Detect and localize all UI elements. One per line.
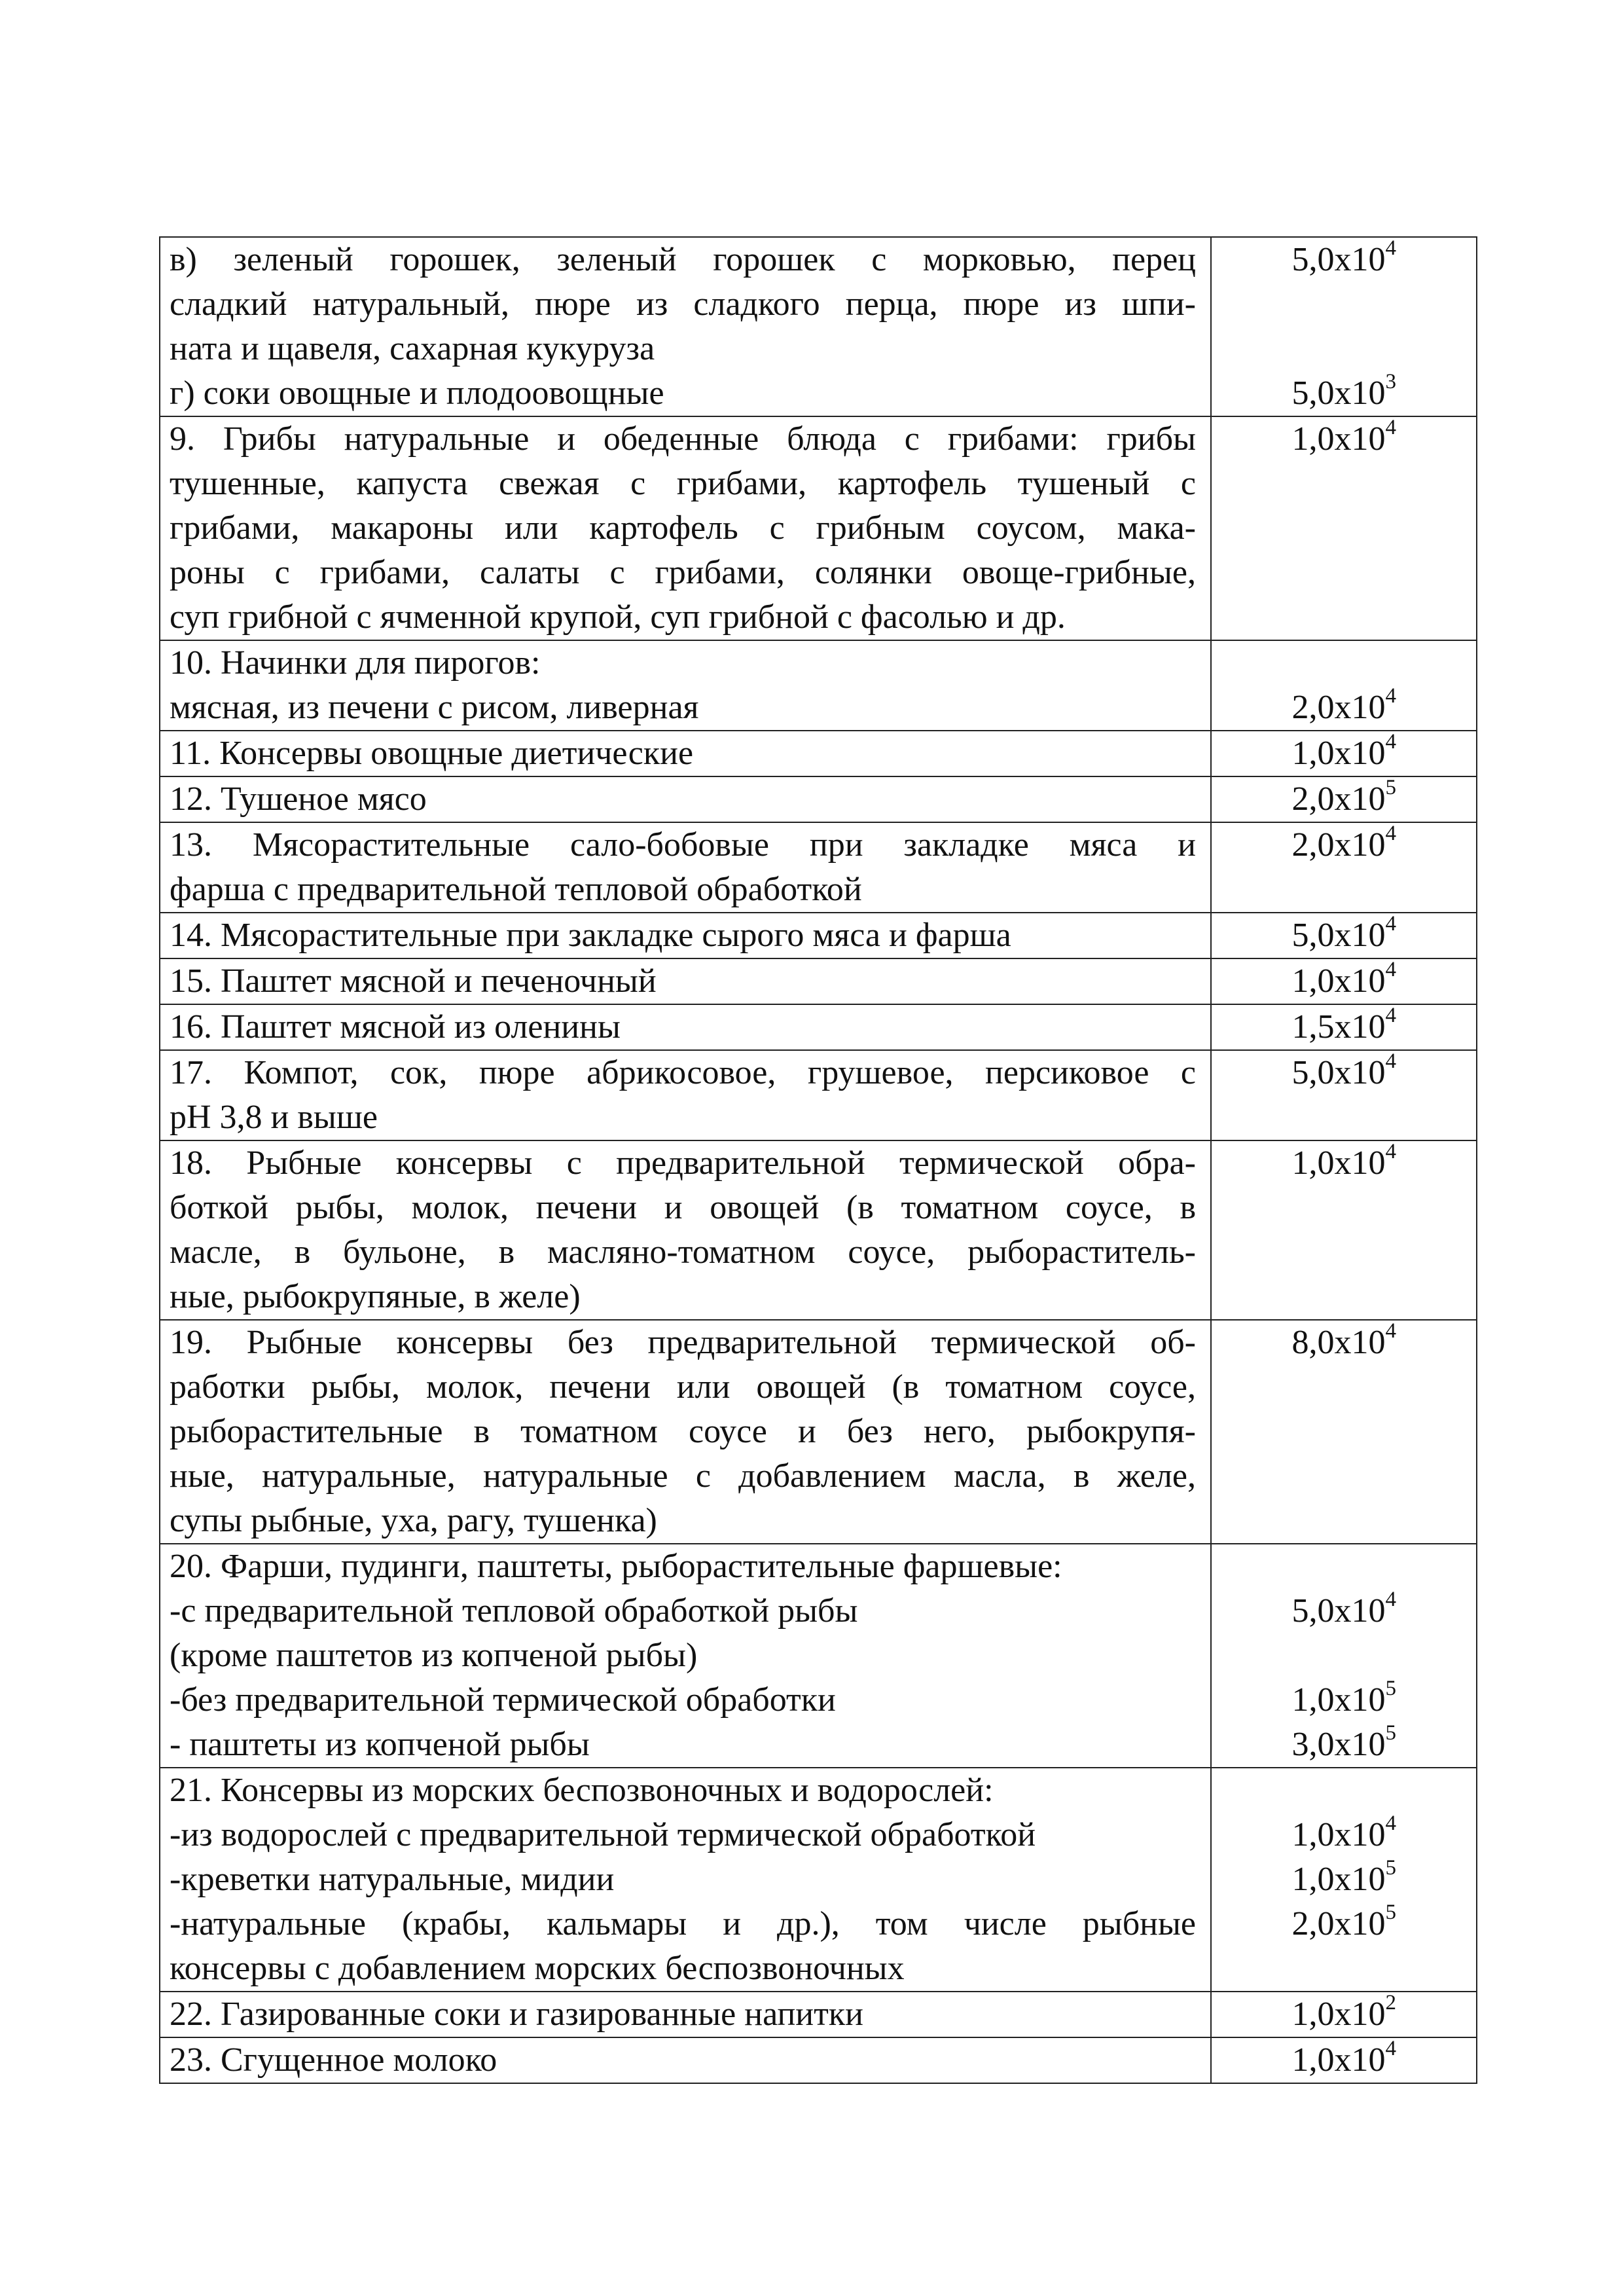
norm-value-mantissa: 5,0x10 — [1291, 917, 1386, 954]
norm-value-exponent: 4 — [1385, 1139, 1396, 1163]
norm-value-line — [1218, 641, 1396, 685]
norm-value-line — [1218, 1992, 1396, 2037]
product-description-cell — [160, 2037, 1211, 2083]
norm-value-line — [1218, 2038, 1396, 2083]
norm-value-line — [1218, 417, 1396, 462]
table-row — [160, 237, 1477, 416]
description-line: 22. Газированные соки и газированные напитки — [170, 1995, 863, 2033]
norm-value-mantissa: 2,0x10 — [1291, 1905, 1386, 1942]
description-line: 21. Консервы из морских беспозвоночных и водорослей: — [170, 1772, 994, 1809]
product-description-cell — [160, 1544, 1211, 1768]
table-body — [160, 237, 1477, 2083]
description-line: ные, рыбокрупяные, в желе) — [170, 1278, 581, 1315]
table-row — [160, 1140, 1477, 1320]
norm-value-line — [1218, 1005, 1396, 1049]
norm-value-exponent: 4 — [1385, 1003, 1396, 1027]
norm-value-mantissa: 1,0x10 — [1291, 1681, 1386, 1719]
norm-value-exponent: 4 — [1385, 821, 1396, 845]
norm-value-exponent: 2 — [1385, 1990, 1396, 2014]
norm-value-exponent: 4 — [1385, 1049, 1396, 1073]
product-description-cell — [160, 640, 1211, 731]
norm-value-cell — [1211, 1004, 1477, 1050]
description-line: - паштеты из копченой рыбы — [170, 1726, 590, 1763]
description-line: (кроме паштетов из копченой рыбы) — [170, 1637, 698, 1674]
description-line: 16. Паштет мясной из оленины — [170, 1008, 621, 1046]
table-row — [160, 1544, 1477, 1768]
norm-value-mantissa: 1,0x10 — [1291, 1861, 1386, 1898]
norm-value-cell — [1211, 1992, 1477, 2037]
product-description-cell — [160, 913, 1211, 958]
description-line: 12. Тушеное мясо — [170, 780, 427, 818]
norm-value-exponent: 5 — [1385, 775, 1396, 799]
norm-value-exponent: 5 — [1385, 1676, 1396, 1700]
norm-value-mantissa: 2,0x10 — [1291, 826, 1386, 864]
product-description-cell — [160, 731, 1211, 776]
description-line: работки рыбы, молок, печени или овощей (в томатном соусе, — [170, 1368, 1196, 1406]
description-line: супы рыбные, уха, рагу, тушенка) — [170, 1502, 657, 1539]
norm-value-line — [1218, 1768, 1396, 1813]
product-description-cell — [160, 1320, 1211, 1544]
table-row — [160, 1768, 1477, 1992]
norm-value-cell — [1211, 776, 1477, 822]
description-line: -с предварительной тепловой обработкой рыбы — [170, 1592, 858, 1630]
norm-value-line — [1218, 1544, 1396, 1589]
description-line: -натуральные (крабы, кальмары и др.), том числе рыбные — [170, 1905, 1196, 1942]
norm-value-line — [1218, 1813, 1396, 1857]
table-row — [160, 2037, 1477, 2083]
norm-value-mantissa: 1,0x10 — [1291, 1144, 1386, 1182]
norm-value-exponent: 5 — [1385, 1855, 1396, 1880]
norm-value-mantissa: 1,0x10 — [1291, 962, 1386, 1000]
norm-value-cell — [1211, 1140, 1477, 1320]
norm-value-cell — [1211, 416, 1477, 640]
norm-value-mantissa: 5,0x10 — [1291, 241, 1386, 278]
norm-value-exponent: 5 — [1385, 1900, 1396, 1924]
description-line: масле, в бульоне, в масляно-томатном соусе, рыбораститель- — [170, 1233, 1196, 1271]
description-line: грибами, макароны или картофель с грибным соусом, мака- — [170, 509, 1196, 547]
table-row — [160, 1320, 1477, 1544]
norm-value-exponent: 4 — [1385, 957, 1396, 981]
norm-value-cell — [1211, 1320, 1477, 1544]
norm-value-exponent: 5 — [1385, 1721, 1396, 1745]
norm-value-line — [1218, 1946, 1396, 1991]
norm-value-cell — [1211, 1544, 1477, 1768]
norm-value-mantissa: 1,5x10 — [1291, 1008, 1386, 1046]
norm-value-mantissa: 1,0x10 — [1291, 735, 1386, 772]
norm-value-line — [1218, 1051, 1396, 1095]
description-line: консервы с добавлением морских беспозвоночных — [170, 1950, 905, 1987]
description-line: 15. Паштет мясной и печеночный — [170, 962, 657, 1000]
norm-value-line — [1218, 913, 1396, 958]
norm-value-exponent: 4 — [1385, 1587, 1396, 1611]
norm-value-line — [1218, 1902, 1396, 1946]
norm-value-exponent: 4 — [1385, 1811, 1396, 1835]
description-line: ные, натуральные, натуральные с добавлением масла, в желе, — [170, 1457, 1196, 1495]
norm-value-line — [1218, 1678, 1396, 1722]
norm-value-mantissa: 1,0x10 — [1291, 1816, 1386, 1853]
norm-value-line — [1218, 1633, 1396, 1678]
norm-value-line — [1218, 1589, 1396, 1633]
norm-value-line — [1218, 282, 1396, 327]
norm-value-line — [1218, 823, 1396, 867]
description-line: ната и щавеля, сахарная кукуруза — [170, 330, 655, 367]
description-line: 18. Рыбные консервы с предварительной термической обра- — [170, 1144, 1196, 1182]
description-line: 17. Компот, сок, пюре абрикосовое, грушевое, персиковое с — [170, 1054, 1196, 1091]
product-description-cell — [160, 822, 1211, 913]
description-line: -без предварительной термической обработки — [170, 1681, 836, 1719]
description-line: в) зеленый горошек, зеленый горошек с морковью, перец — [170, 241, 1196, 278]
description-line: тушенные, капуста свежая с грибами, картофель тушеный с — [170, 465, 1196, 502]
norm-value-line — [1218, 959, 1396, 1004]
norm-value-line — [1218, 1857, 1396, 1902]
norm-value-line — [1218, 371, 1396, 416]
table-row — [160, 1050, 1477, 1140]
norm-value-line — [1218, 777, 1396, 822]
norm-value-mantissa: 8,0x10 — [1291, 1324, 1386, 1361]
norm-value-mantissa: 1,0x10 — [1291, 1995, 1386, 2033]
norm-value-line — [1218, 731, 1396, 776]
description-line: 14. Мясорастительные при закладке сырого мяса и фарша — [170, 917, 1011, 954]
norm-value-exponent: 3 — [1385, 369, 1396, 393]
description-line: роны с грибами, салаты с грибами, солянки овоще-грибные, — [170, 554, 1196, 591]
description-line: боткой рыбы, молок, печени и овощей (в томатном соусе, в — [170, 1189, 1196, 1226]
description-line: -из водорослей с предварительной термической обработкой — [170, 1816, 1036, 1853]
norm-value-exponent: 4 — [1385, 729, 1396, 754]
norm-value-exponent: 4 — [1385, 236, 1396, 260]
description-line: 19. Рыбные консервы без предварительной термической об- — [170, 1324, 1196, 1361]
norm-value-exponent: 4 — [1385, 1319, 1396, 1343]
product-description-cell — [160, 958, 1211, 1004]
norm-value-cell — [1211, 237, 1477, 416]
product-description-cell — [160, 1004, 1211, 1050]
norm-value-line — [1218, 238, 1396, 282]
norm-value-mantissa: 1,0x10 — [1291, 420, 1386, 458]
norm-value-mantissa: 5,0x10 — [1291, 1054, 1386, 1091]
product-description-cell — [160, 1140, 1211, 1320]
description-line: сладкий натуральный, пюре из сладкого перца, пюре из шпи- — [170, 285, 1196, 323]
description-line: -креветки натуральные, мидии — [170, 1861, 615, 1898]
norm-value-cell — [1211, 958, 1477, 1004]
norm-value-line — [1218, 1321, 1396, 1365]
norm-value-exponent: 4 — [1385, 911, 1396, 936]
norm-value-cell — [1211, 822, 1477, 913]
product-description-cell — [160, 1050, 1211, 1140]
norm-value-mantissa: 1,0x10 — [1291, 2041, 1386, 2079]
norm-value-line — [1218, 1141, 1396, 1186]
description-line: 9. Грибы натуральные и обеденные блюда с грибами: грибы — [170, 420, 1196, 458]
norm-value-line — [1218, 327, 1396, 371]
description-line: 23. Сгущенное молоко — [170, 2041, 497, 2079]
table-row — [160, 822, 1477, 913]
description-line: 11. Консервы овощные диетические — [170, 735, 694, 772]
description-line: pH 3,8 и выше — [170, 1099, 378, 1136]
norm-value-exponent: 4 — [1385, 2036, 1396, 2060]
table-row — [160, 1992, 1477, 2037]
description-line: 10. Начинки для пирогов: — [170, 644, 541, 682]
table-row — [160, 731, 1477, 776]
norm-value-cell — [1211, 1050, 1477, 1140]
product-description-cell — [160, 237, 1211, 416]
table-row — [160, 913, 1477, 958]
product-description-cell — [160, 1992, 1211, 2037]
norm-value-mantissa: 2,0x10 — [1291, 780, 1386, 818]
norm-value-exponent: 4 — [1385, 415, 1396, 439]
table-row — [160, 1004, 1477, 1050]
norm-value-mantissa: 3,0x10 — [1291, 1726, 1386, 1763]
product-description-cell — [160, 416, 1211, 640]
norm-value-cell — [1211, 731, 1477, 776]
description-line: мясная, из печени с рисом, ливерная — [170, 689, 699, 726]
description-line: 13. Мясорастительные сало-бобовые при закладке мяса и — [170, 826, 1196, 864]
table-row — [160, 776, 1477, 822]
description-line: рыборастительные в томатном соусе и без него, рыбокрупя- — [170, 1413, 1196, 1450]
norm-value-cell — [1211, 640, 1477, 731]
norm-value-mantissa: 2,0x10 — [1291, 689, 1386, 726]
description-line: 20. Фарши, пудинги, паштеты, рыборастительные фаршевые: — [170, 1548, 1062, 1585]
product-description-cell — [160, 776, 1211, 822]
table-row — [160, 958, 1477, 1004]
norm-value-exponent: 4 — [1385, 683, 1396, 708]
norm-value-cell — [1211, 913, 1477, 958]
table-row — [160, 416, 1477, 640]
norm-value-line — [1218, 685, 1396, 730]
description-line: г) соки овощные и плодоовощные — [170, 374, 664, 412]
product-description-cell — [160, 1768, 1211, 1992]
description-line: суп грибной с ячменной крупой, суп грибной с фасолью и др. — [170, 598, 1066, 636]
description-line: фарша с предварительной тепловой обработкой — [170, 871, 862, 908]
norm-value-mantissa: 5,0x10 — [1291, 374, 1386, 412]
norm-value-mantissa: 5,0x10 — [1291, 1592, 1386, 1630]
norm-value-cell — [1211, 1768, 1477, 1992]
table-row — [160, 640, 1477, 731]
microbiology-norms-table — [159, 236, 1477, 2084]
norm-value-line — [1218, 1722, 1396, 1767]
norm-value-cell — [1211, 2037, 1477, 2083]
